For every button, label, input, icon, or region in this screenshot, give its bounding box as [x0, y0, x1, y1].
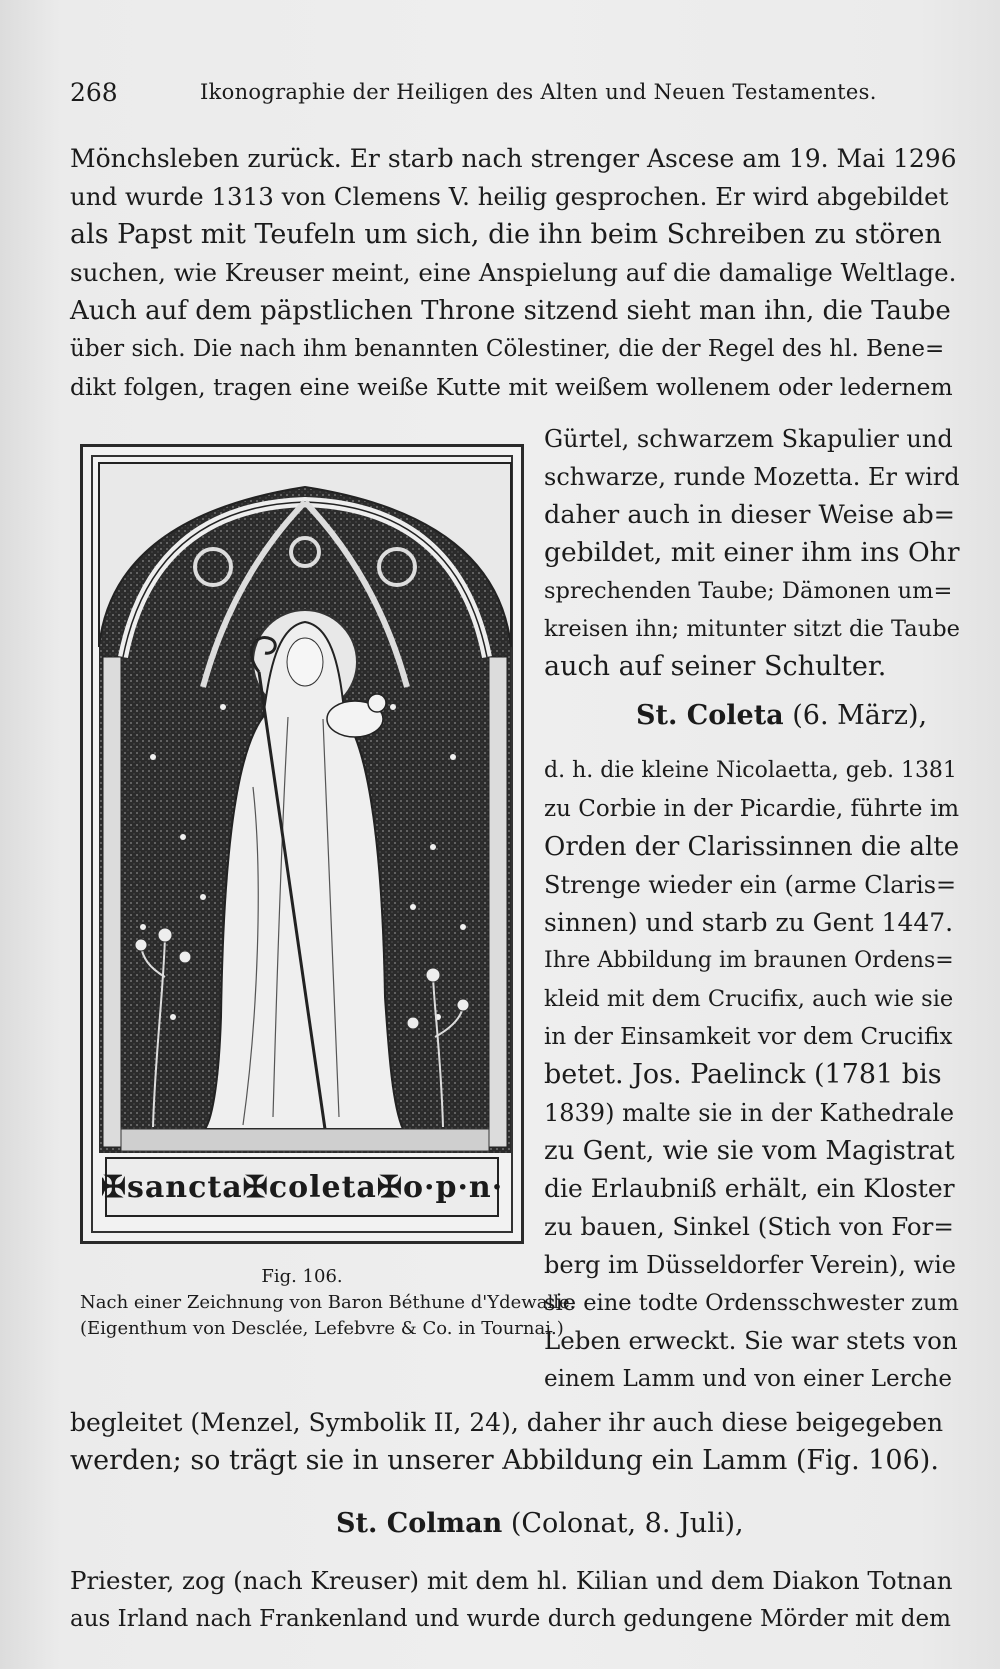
- text-line: Leben erweckt. Sie war stets von: [544, 1326, 958, 1355]
- figure-caption-line: (Eigenthum von Desclée, Lefebvre & Co. in Tournai.): [80, 1318, 564, 1339]
- text-line: begleitet (Menzel, Symbolik II, 24), daher ihr auch diese beigegeben: [70, 1408, 944, 1437]
- text-line: sie eine todte Ordensschwester zum: [544, 1290, 959, 1316]
- text-line: werden; so trägt sie in unserer Abbildung ein Lamm (Fig. 106).: [70, 1445, 939, 1476]
- text-line: auch auf seiner Schulter.: [544, 651, 887, 682]
- section-heading-coleta: [636, 700, 927, 731]
- text-line: zu Gent, wie sie vom Magistrat: [544, 1136, 955, 1166]
- text-line: Priester, zog (nach Kreuser) mit dem hl. Kilian und dem Diakon Totnan: [70, 1566, 953, 1595]
- saint-name: St. Colman: [336, 1508, 503, 1539]
- text-line: sprechenden Taube; Dämonen um=: [544, 578, 953, 604]
- saint-coleta-engraving: [93, 457, 517, 1237]
- text-line: die Erlaubniß erhält, ein Kloster: [544, 1174, 955, 1203]
- text-line: zu Corbie in der Picardie, führte im: [544, 796, 959, 822]
- text-line: zu bauen, Sinkel (Stich von For=: [544, 1212, 954, 1241]
- text-line: Ihre Abbildung im braunen Ordens=: [544, 948, 954, 973]
- feast-date: (Colonat, 8. Juli),: [510, 1508, 744, 1539]
- text-line: kleid mit dem Crucifix, auch wie sie: [544, 986, 954, 1012]
- text-line: schwarze, runde Mozetta. Er wird: [544, 463, 960, 491]
- text-line: Mönchsleben zurück. Er starb nach strenger Ascese am 19. Mai 1296: [70, 144, 957, 173]
- figure-106-illustration: [80, 444, 524, 1244]
- text-line: dikt folgen, tragen eine weiße Kutte mit weißem wollenem oder ledernem: [70, 373, 953, 401]
- text-line: und wurde 1313 von Clemens V. heilig gesprochen. Er wird abgebildet: [70, 182, 949, 211]
- text-line: sinnen) und starb zu Gent 1447.: [544, 908, 954, 937]
- text-line: suchen, wie Kreuser meint, eine Anspielung auf die damalige Weltlage.: [70, 258, 957, 287]
- text-line: Auch auf dem päpstlichen Throne sitzend sieht man ihn, die Taube: [70, 296, 951, 326]
- text-line: betet. Jos. Paelinck (1781 bis: [544, 1059, 942, 1090]
- feast-date: (6. März),: [792, 700, 928, 731]
- figure-label: Fig. 106.: [261, 1266, 343, 1287]
- text-line: über sich. Die nach ihm benannten Cölestiner, die der Regel des hl. Bene=: [70, 336, 945, 362]
- text-line: 1839) malte sie in der Kathedrale: [544, 1099, 955, 1127]
- text-line: als Papst mit Teufeln um sich, die ihn beim Schreiben zu stören: [70, 219, 942, 250]
- page-number: 268: [70, 78, 118, 107]
- figure-caption-line: Nach einer Zeichnung von Baron Béthune d'Ydewalle.: [80, 1292, 576, 1313]
- text-line: aus Irland nach Frankenland und wurde durch gedungene Mörder mit dem: [70, 1606, 951, 1632]
- figure-banner-inscription: ✠sancta✠coleta✠o·p·n·: [105, 1157, 499, 1217]
- text-line: daher auch in dieser Weise ab=: [544, 500, 956, 530]
- text-line: Gürtel, schwarzem Skapulier und: [544, 425, 953, 453]
- text-line: berg im Düsseldorfer Verein), wie: [544, 1251, 956, 1279]
- text-line: Strenge wieder ein (arme Claris=: [544, 871, 957, 899]
- text-line: kreisen ihn; mitunter sitzt die Taube: [544, 616, 960, 642]
- text-line: d. h. die kleine Nicolaetta, geb. 1381: [544, 758, 957, 783]
- figure-frame: [91, 455, 513, 1233]
- text-line: einem Lamm und von einer Lerche: [544, 1366, 952, 1392]
- text-line: gebildet, mit einer ihm ins Ohr: [544, 537, 960, 568]
- running-title: Ikonographie der Heiligen des Alten und Neuen Testamentes.: [200, 80, 877, 104]
- saint-name: St. Coleta: [636, 700, 784, 731]
- section-heading-colman: [336, 1508, 744, 1539]
- text-line: in der Einsamkeit vor dem Crucifix: [544, 1024, 953, 1050]
- page-header: [70, 74, 900, 114]
- text-line: Orden der Clarissinnen die alte: [544, 832, 960, 862]
